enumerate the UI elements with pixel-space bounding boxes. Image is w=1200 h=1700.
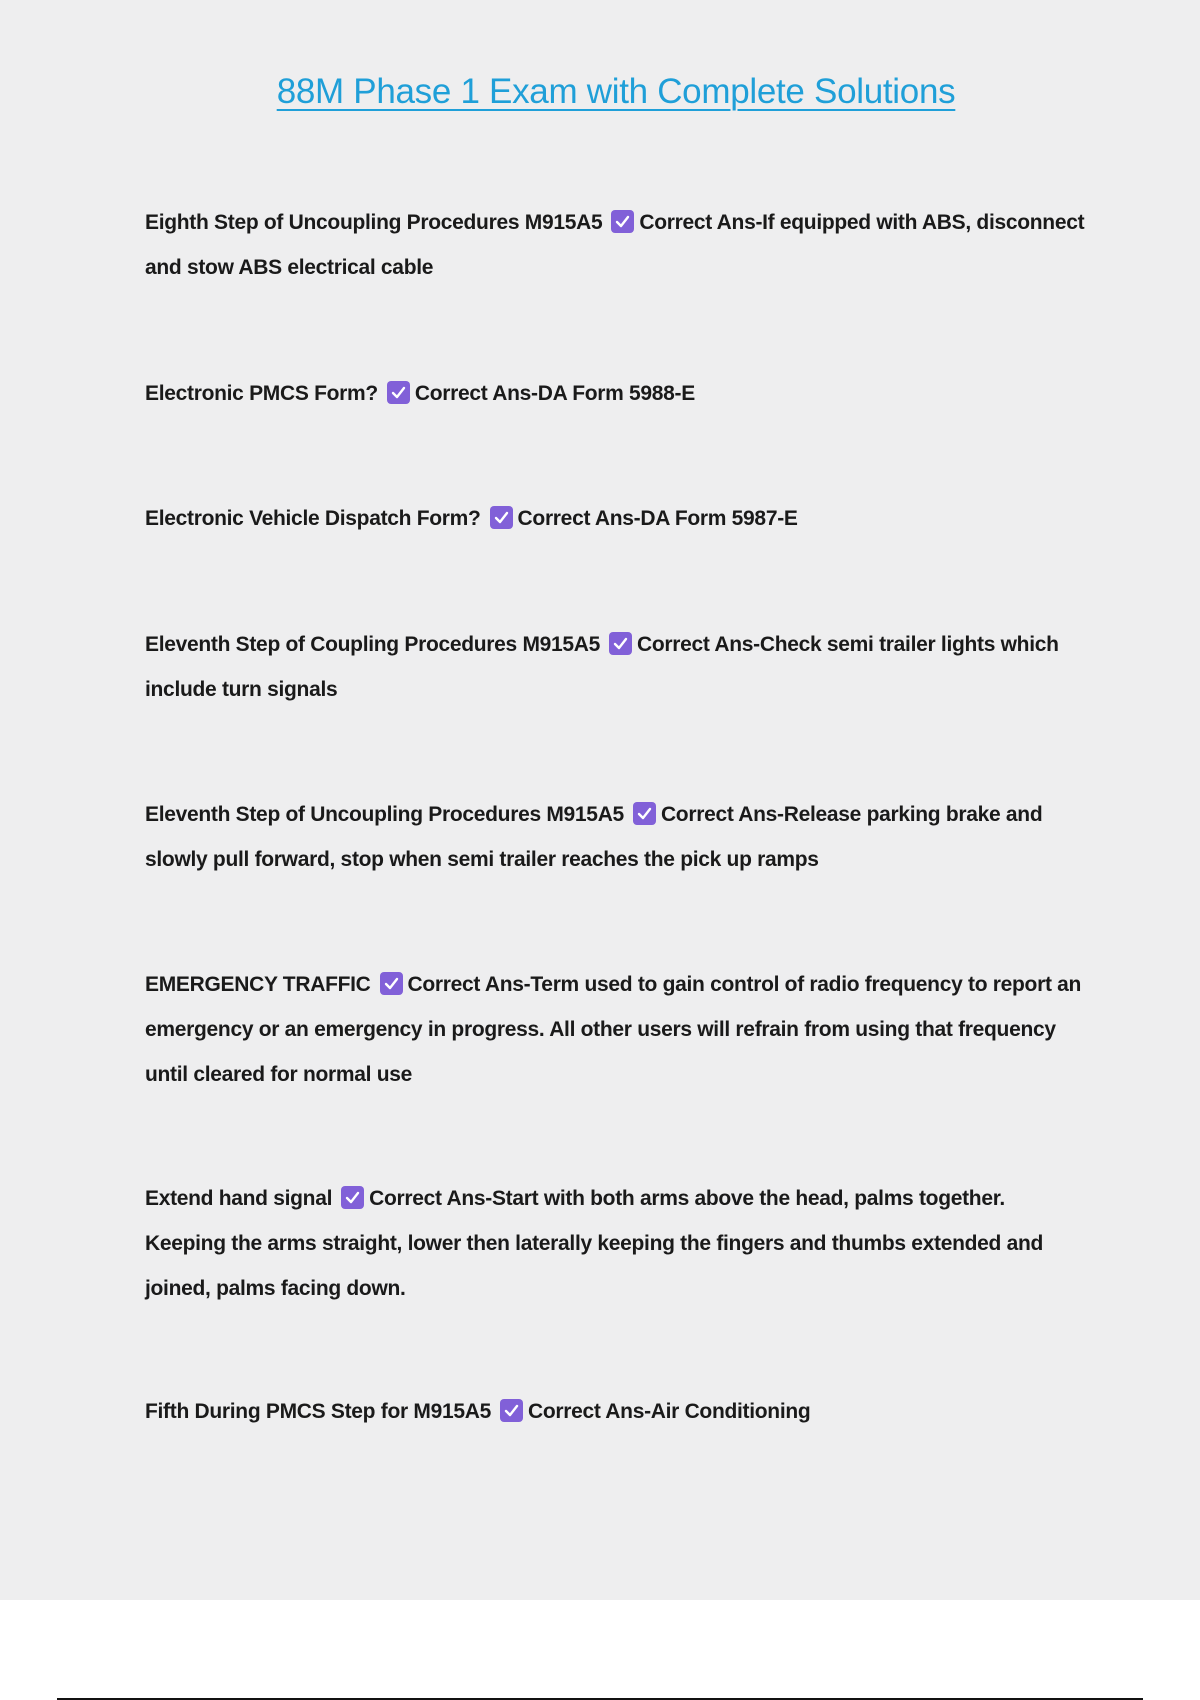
qa-item-1 xyxy=(145,200,1085,290)
answer-text: Correct Ans-Air Conditioning xyxy=(527,1400,811,1423)
question-text: Extend hand signal xyxy=(145,1187,333,1210)
qa-item-6 xyxy=(145,962,1085,1097)
check-box-icon xyxy=(611,210,634,233)
qa-item-8 xyxy=(145,1389,1085,1434)
answer-text: Correct Ans-Term used to gain control of radio frequency to report an emergency or an emergency in progress. All other users will refrain from using that frequency until cleared for normal use xyxy=(145,973,1082,1086)
answer-text: Correct Ans-If equipped with ABS, disconnect and stow ABS electrical cable xyxy=(145,211,1085,279)
check-box-icon xyxy=(633,802,656,825)
question-text: Eighth Step of Uncoupling Procedures M915A5 xyxy=(145,211,603,234)
qa-item-2 xyxy=(145,371,1085,416)
question-text: Eleventh Step of Coupling Procedures M915A5 xyxy=(145,633,601,656)
title-container xyxy=(0,72,1200,112)
qa-item-3 xyxy=(145,496,1085,541)
qa-item-4 xyxy=(145,622,1085,712)
check-box-icon xyxy=(490,506,513,529)
answer-text: Correct Ans-DA Form 5987-E xyxy=(517,507,798,530)
question-text: Electronic Vehicle Dispatch Form? xyxy=(145,507,481,530)
qa-item-5 xyxy=(145,792,1085,882)
question-text: Eleventh Step of Uncoupling Procedures M915A5 xyxy=(145,803,624,826)
check-box-icon xyxy=(380,972,403,995)
document-title: 88M Phase 1 Exam with Complete Solutions xyxy=(276,72,956,111)
question-text: EMERGENCY TRAFFIC xyxy=(145,973,371,996)
check-box-icon xyxy=(609,632,632,655)
question-text: Electronic PMCS Form? xyxy=(145,382,378,405)
question-text: Fifth During PMCS Step for M915A5 xyxy=(145,1400,491,1423)
answer-text: Correct Ans-Release parking brake and slowly pull forward, stop when semi trailer reaches the pick up ramps xyxy=(145,803,1043,871)
check-box-icon xyxy=(387,381,410,404)
qa-item-7 xyxy=(145,1176,1085,1311)
answer-text: Correct Ans-Check semi trailer lights which include turn signals xyxy=(145,633,1059,701)
check-box-icon xyxy=(341,1186,364,1209)
answer-text: Correct Ans-Start with both arms above the head, palms together. Keeping the arms straight, lower then laterally keeping the fingers and thumbs extended and joined, palms facing down. xyxy=(145,1187,1044,1300)
check-box-icon xyxy=(500,1399,523,1422)
answer-text: Correct Ans-DA Form 5988-E xyxy=(414,382,695,405)
